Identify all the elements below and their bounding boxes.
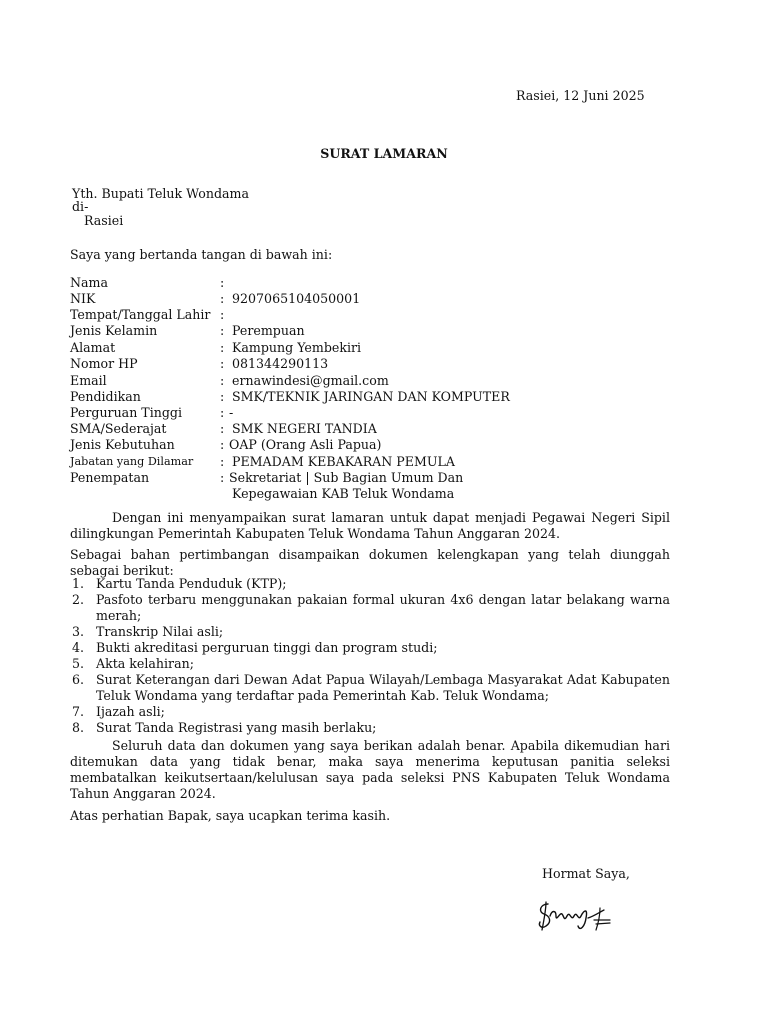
field-penempatan-continued [70, 486, 670, 502]
field-colon: : [220, 389, 225, 404]
field-value: 9207065104050001 [232, 291, 361, 306]
list-text: Transkrip Nilai asli; [96, 624, 224, 639]
field-value: - [229, 405, 234, 420]
field-value: Kepegawaian KAB Teluk Wondama [232, 486, 455, 501]
paragraph-3 [70, 738, 670, 802]
list-item [70, 672, 670, 704]
list-number: 5. [72, 656, 85, 671]
signature [534, 896, 618, 936]
field-label: Alamat [70, 340, 116, 355]
recipient-line-1: Yth. Bupati Teluk Wondama [72, 186, 249, 201]
field-label: Tempat/Tanggal Lahir [70, 307, 211, 322]
closing-text: Hormat Saya, [542, 866, 630, 881]
field-value: 081344290113 [232, 356, 329, 371]
intro-text: Saya yang bertanda tangan di bawah ini: [70, 247, 333, 262]
field-colon: : [220, 470, 225, 485]
document-list [70, 576, 670, 736]
field-label: Jabatan yang Dilamar [70, 455, 194, 468]
list-number: 3. [72, 624, 85, 639]
list-item [70, 656, 670, 672]
list-text: Akta kelahiran; [96, 656, 194, 671]
list-item [70, 576, 670, 592]
field-jenis-kebutuhan [70, 437, 670, 453]
field-nik [70, 291, 670, 307]
field-value: SMK/TEKNIK JARINGAN DAN KOMPUTER [232, 389, 510, 404]
list-item [70, 704, 670, 720]
field-jenis-kelamin [70, 323, 670, 339]
field-label: Penempatan [70, 470, 150, 485]
paragraph-2: Sebagai bahan pertimbangan disampaikan dokumen kelengkapan yang telah diunggah sebagai berikut: [70, 547, 670, 578]
field-tempat-tanggal-lahir [70, 307, 670, 323]
paragraph-3-text: Seluruh data dan dokumen yang saya berikan adalah benar. Apabila dikemudian hari ditemukan data yang tidak benar, maka saya menerima keputusan panitia seleksi membatalkan keikutsertaan/kelulusan saya pada seleksi PNS Kabupaten Teluk Wondama Tahun Anggaran 2024. [70, 738, 670, 801]
field-colon: : [220, 373, 225, 388]
field-penempatan [70, 470, 670, 486]
field-label: Jenis Kelamin [70, 323, 158, 338]
recipient-line-2: di- [72, 199, 89, 214]
field-alamat [70, 340, 670, 356]
field-value: Kampung Yembekiri [232, 340, 362, 355]
field-colon: : [220, 437, 225, 452]
field-colon: : [220, 454, 225, 469]
field-label: Email [70, 373, 107, 388]
field-jabatan-dilamar [70, 454, 670, 470]
field-value: OAP (Orang Asli Papua) [229, 437, 382, 452]
field-value: SMK NEGERI TANDIA [232, 421, 377, 436]
field-colon: : [220, 323, 225, 338]
list-text: Surat Tanda Registrasi yang masih berlaku; [96, 720, 377, 735]
field-label: NIK [70, 291, 96, 306]
list-text: Surat Keterangan dari Dewan Adat Papua Wilayah/Lembaga Masyarakat Adat Kabupaten Teluk Wondama yang terdaftar pada Pemerintah Kab. Teluk Wondama; [96, 672, 670, 703]
field-perguruan-tinggi [70, 405, 670, 421]
field-label: Nomor HP [70, 356, 138, 371]
list-number: 2. [72, 592, 85, 607]
field-label: SMA/Sederajat [70, 421, 167, 436]
list-number: 7. [72, 704, 85, 719]
list-item [70, 720, 670, 736]
place-date: Rasiei, 12 Juni 2025 [516, 88, 645, 103]
paragraph-1-text: Dengan ini menyampaikan surat lamaran untuk dapat menjadi Pegawai Negeri Sipil dilingkungan Pemerintah Kabupaten Teluk Wondama Tahun Anggaran 2024. [70, 510, 670, 541]
field-nomor-hp [70, 356, 670, 372]
list-number: 1. [72, 576, 85, 591]
letter-title: SURAT LAMARAN [320, 146, 448, 161]
field-value: Perempuan [232, 323, 305, 338]
list-item [70, 592, 670, 624]
list-number: 8. [72, 720, 85, 735]
list-item [70, 624, 670, 640]
list-text: Ijazah asli; [96, 704, 165, 719]
field-colon: : [220, 340, 225, 355]
list-text: Bukti akreditasi perguruan tinggi dan program studi; [96, 640, 438, 655]
field-sma-sederajat [70, 421, 670, 437]
recipient-line-3: Rasiei [84, 213, 124, 228]
field-label: Pendidikan [70, 389, 141, 404]
field-colon: : [220, 405, 225, 420]
field-colon: : [220, 275, 225, 290]
field-value: PEMADAM KEBAKARAN PEMULA [232, 454, 455, 469]
field-colon: : [220, 291, 225, 306]
list-text: Pasfoto terbaru menggunakan pakaian formal ukuran 4x6 dengan latar belakang warna merah; [96, 592, 670, 623]
field-label: Perguruan Tinggi [70, 405, 182, 420]
field-colon: : [220, 307, 225, 322]
field-email [70, 373, 670, 389]
list-text: Kartu Tanda Penduduk (KTP); [96, 576, 287, 591]
paragraph-4: Atas perhatian Bapak, saya ucapkan terima kasih. [70, 808, 391, 823]
field-colon: : [220, 421, 225, 436]
list-number: 6. [72, 672, 85, 687]
field-value: ernawindesi@gmail.com [232, 373, 389, 388]
list-number: 4. [72, 640, 85, 655]
paragraph-1 [70, 510, 670, 542]
field-value: Sekretariat | Sub Bagian Umum Dan [229, 470, 464, 485]
field-label: Jenis Kebutuhan [70, 437, 175, 452]
field-pendidikan [70, 389, 670, 405]
field-colon: : [220, 356, 225, 371]
list-item [70, 640, 670, 656]
field-nama [70, 275, 670, 291]
field-label: Nama [70, 275, 108, 290]
